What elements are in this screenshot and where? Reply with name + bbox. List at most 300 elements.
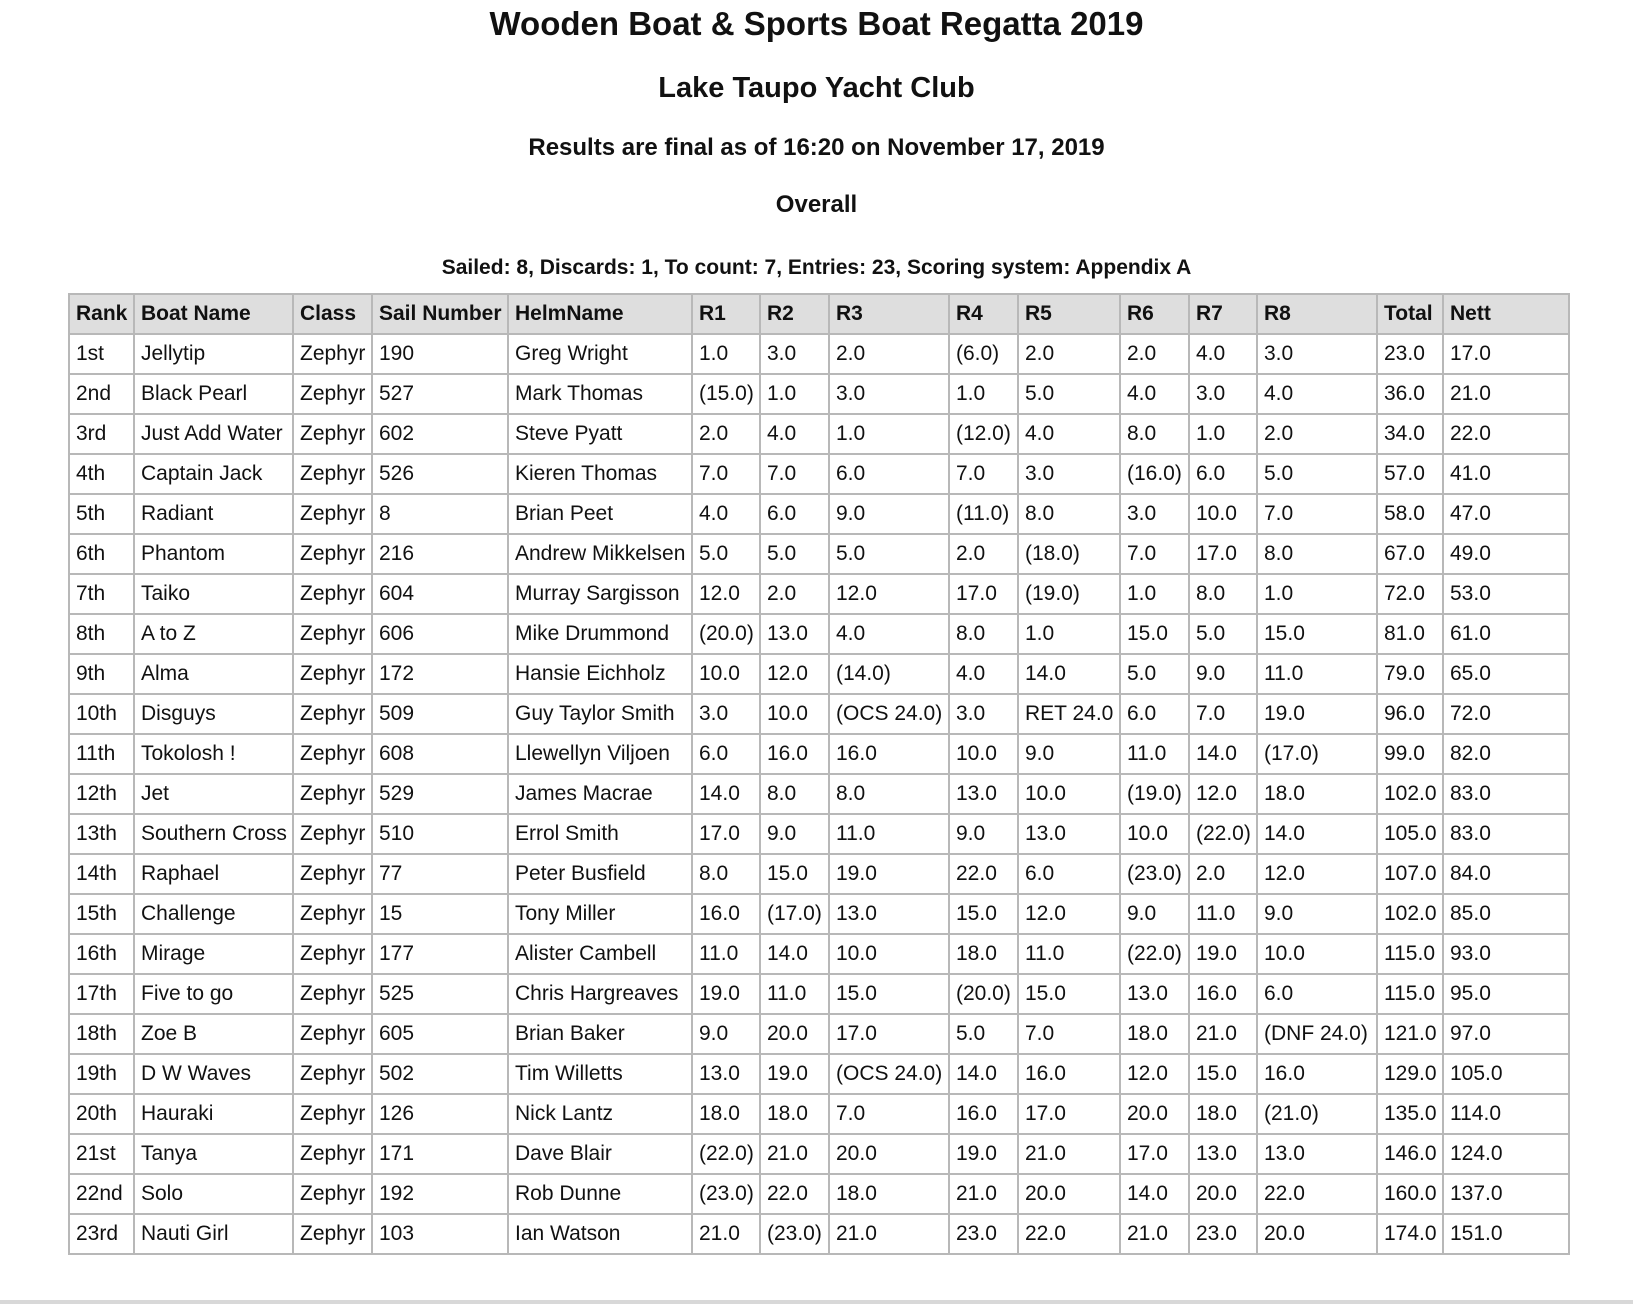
cell-sail-number: 602 <box>372 414 508 454</box>
column-header-r7: R7 <box>1189 294 1257 334</box>
cell-r3: 3.0 <box>829 374 949 414</box>
column-header-r3: R3 <box>829 294 949 334</box>
cell-r8: 10.0 <box>1257 934 1377 974</box>
cell-nett: 93.0 <box>1443 934 1569 974</box>
cell-r1: 17.0 <box>692 814 760 854</box>
cell-r3: (14.0) <box>829 654 949 694</box>
cell-total: 115.0 <box>1377 974 1443 1014</box>
cell-total: 135.0 <box>1377 1094 1443 1134</box>
cell-r7: 12.0 <box>1189 774 1257 814</box>
cell-r1: 4.0 <box>692 494 760 534</box>
cell-class: Zephyr <box>293 1014 372 1054</box>
bottom-divider <box>0 1300 1633 1304</box>
cell-helmname: Ian Watson <box>508 1214 692 1254</box>
table-row <box>69 814 1569 854</box>
cell-r3: 8.0 <box>829 774 949 814</box>
cell-class: Zephyr <box>293 734 372 774</box>
cell-r8: 22.0 <box>1257 1174 1377 1214</box>
cell-rank: 3rd <box>69 414 134 454</box>
table-row <box>69 694 1569 734</box>
table-row <box>69 494 1569 534</box>
cell-r2: 22.0 <box>760 1174 829 1214</box>
cell-sail-number: 126 <box>372 1094 508 1134</box>
cell-r6: 6.0 <box>1120 694 1189 734</box>
table-header <box>69 294 1569 334</box>
cell-rank: 5th <box>69 494 134 534</box>
table-row <box>69 1134 1569 1174</box>
cell-nett: 53.0 <box>1443 574 1569 614</box>
cell-r7: 3.0 <box>1189 374 1257 414</box>
cell-sail-number: 502 <box>372 1054 508 1094</box>
cell-sail-number: 526 <box>372 454 508 494</box>
cell-sail-number: 510 <box>372 814 508 854</box>
cell-r8: (DNF 24.0) <box>1257 1014 1377 1054</box>
cell-boat-name: Phantom <box>134 534 293 574</box>
cell-r4: 1.0 <box>949 374 1018 414</box>
cell-r5: 4.0 <box>1018 414 1120 454</box>
cell-boat-name: Raphael <box>134 854 293 894</box>
column-header-helmname: HelmName <box>508 294 692 334</box>
cell-r1: 16.0 <box>692 894 760 934</box>
cell-total: 96.0 <box>1377 694 1443 734</box>
cell-r8: (21.0) <box>1257 1094 1377 1134</box>
cell-r4: (11.0) <box>949 494 1018 534</box>
cell-boat-name: Just Add Water <box>134 414 293 454</box>
results-status: Results are final as of 16:20 on November 17, 2019 <box>528 134 1105 161</box>
cell-nett: 17.0 <box>1443 334 1569 374</box>
cell-r2: 8.0 <box>760 774 829 814</box>
cell-r2: 11.0 <box>760 974 829 1014</box>
cell-r3: 17.0 <box>829 1014 949 1054</box>
cell-r5: (19.0) <box>1018 574 1120 614</box>
cell-r4: 9.0 <box>949 814 1018 854</box>
cell-r3: 18.0 <box>829 1174 949 1214</box>
cell-r3: 13.0 <box>829 894 949 934</box>
cell-helmname: Kieren Thomas <box>508 454 692 494</box>
cell-r2: 16.0 <box>760 734 829 774</box>
cell-total: 146.0 <box>1377 1134 1443 1174</box>
cell-r3: 1.0 <box>829 414 949 454</box>
column-header-r1: R1 <box>692 294 760 334</box>
cell-r6: 14.0 <box>1120 1174 1189 1214</box>
cell-helmname: Chris Hargreaves <box>508 974 692 1014</box>
cell-r3: 16.0 <box>829 734 949 774</box>
cell-r8: 12.0 <box>1257 854 1377 894</box>
cell-r4: 16.0 <box>949 1094 1018 1134</box>
cell-total: 58.0 <box>1377 494 1443 534</box>
cell-helmname: Mike Drummond <box>508 614 692 654</box>
cell-r2: 3.0 <box>760 334 829 374</box>
cell-sail-number: 172 <box>372 654 508 694</box>
cell-nett: 22.0 <box>1443 414 1569 454</box>
cell-boat-name: Tokolosh ! <box>134 734 293 774</box>
cell-r4: (12.0) <box>949 414 1018 454</box>
cell-r2: 5.0 <box>760 534 829 574</box>
cell-helmname: Errol Smith <box>508 814 692 854</box>
cell-r1: 18.0 <box>692 1094 760 1134</box>
header-row <box>69 294 1569 334</box>
table-body <box>69 334 1569 1254</box>
cell-sail-number: 529 <box>372 774 508 814</box>
table-row <box>69 734 1569 774</box>
cell-nett: 95.0 <box>1443 974 1569 1014</box>
cell-boat-name: Radiant <box>134 494 293 534</box>
cell-r8: 2.0 <box>1257 414 1377 454</box>
cell-nett: 124.0 <box>1443 1134 1569 1174</box>
cell-r1: 2.0 <box>692 414 760 454</box>
cell-class: Zephyr <box>293 374 372 414</box>
cell-boat-name: Five to go <box>134 974 293 1014</box>
cell-r7: 9.0 <box>1189 654 1257 694</box>
cell-r6: 13.0 <box>1120 974 1189 1014</box>
cell-sail-number: 8 <box>372 494 508 534</box>
cell-helmname: Dave Blair <box>508 1134 692 1174</box>
cell-class: Zephyr <box>293 454 372 494</box>
cell-r2: 21.0 <box>760 1134 829 1174</box>
cell-nett: 85.0 <box>1443 894 1569 934</box>
cell-r8: 1.0 <box>1257 574 1377 614</box>
cell-r6: 18.0 <box>1120 1014 1189 1054</box>
cell-r2: 1.0 <box>760 374 829 414</box>
cell-r6: 12.0 <box>1120 1054 1189 1094</box>
cell-r7: 5.0 <box>1189 614 1257 654</box>
cell-r7: 8.0 <box>1189 574 1257 614</box>
cell-r6: (23.0) <box>1120 854 1189 894</box>
cell-total: 99.0 <box>1377 734 1443 774</box>
cell-r4: 21.0 <box>949 1174 1018 1214</box>
cell-r4: 19.0 <box>949 1134 1018 1174</box>
cell-boat-name: D W Waves <box>134 1054 293 1094</box>
cell-helmname: Brian Peet <box>508 494 692 534</box>
cell-r2: (17.0) <box>760 894 829 934</box>
cell-rank: 6th <box>69 534 134 574</box>
cell-boat-name: Alma <box>134 654 293 694</box>
cell-r5: 3.0 <box>1018 454 1120 494</box>
cell-nett: 83.0 <box>1443 814 1569 854</box>
column-header-r4: R4 <box>949 294 1018 334</box>
cell-rank: 8th <box>69 614 134 654</box>
column-header-sail-number: Sail Number <box>372 294 508 334</box>
page-title: Wooden Boat & Sports Boat Regatta 2019 <box>489 5 1144 42</box>
cell-r7: 20.0 <box>1189 1174 1257 1214</box>
cell-nett: 61.0 <box>1443 614 1569 654</box>
cell-r6: 8.0 <box>1120 414 1189 454</box>
table-row <box>69 1094 1569 1134</box>
table-row <box>69 774 1569 814</box>
cell-r2: 20.0 <box>760 1014 829 1054</box>
cell-sail-number: 527 <box>372 374 508 414</box>
cell-rank: 1st <box>69 334 134 374</box>
table-row <box>69 1214 1569 1254</box>
cell-r5: 5.0 <box>1018 374 1120 414</box>
cell-r7: 18.0 <box>1189 1094 1257 1134</box>
table-row <box>69 534 1569 574</box>
cell-r6: 7.0 <box>1120 534 1189 574</box>
cell-r1: 19.0 <box>692 974 760 1014</box>
cell-r5: 11.0 <box>1018 934 1120 974</box>
cell-rank: 23rd <box>69 1214 134 1254</box>
cell-class: Zephyr <box>293 1094 372 1134</box>
cell-boat-name: Solo <box>134 1174 293 1214</box>
cell-helmname: Guy Taylor Smith <box>508 694 692 734</box>
cell-r3: 5.0 <box>829 534 949 574</box>
cell-helmname: Mark Thomas <box>508 374 692 414</box>
cell-helmname: Andrew Mikkelsen <box>508 534 692 574</box>
cell-r5: 14.0 <box>1018 654 1120 694</box>
cell-r5: 2.0 <box>1018 334 1120 374</box>
cell-helmname: Brian Baker <box>508 1014 692 1054</box>
table-row <box>69 894 1569 934</box>
cell-r2: 12.0 <box>760 654 829 694</box>
cell-helmname: Hansie Eichholz <box>508 654 692 694</box>
cell-total: 81.0 <box>1377 614 1443 654</box>
cell-r2: (23.0) <box>760 1214 829 1254</box>
cell-r7: 14.0 <box>1189 734 1257 774</box>
cell-total: 160.0 <box>1377 1174 1443 1214</box>
cell-nett: 21.0 <box>1443 374 1569 414</box>
cell-nett: 49.0 <box>1443 534 1569 574</box>
cell-r8: 8.0 <box>1257 534 1377 574</box>
cell-r8: 9.0 <box>1257 894 1377 934</box>
cell-r3: 12.0 <box>829 574 949 614</box>
cell-nett: 72.0 <box>1443 694 1569 734</box>
cell-rank: 11th <box>69 734 134 774</box>
cell-class: Zephyr <box>293 934 372 974</box>
cell-r1: 9.0 <box>692 1014 760 1054</box>
cell-boat-name: Jellytip <box>134 334 293 374</box>
cell-r7: 10.0 <box>1189 494 1257 534</box>
cell-total: 34.0 <box>1377 414 1443 454</box>
cell-r3: 9.0 <box>829 494 949 534</box>
cell-r5: 8.0 <box>1018 494 1120 534</box>
cell-r2: 19.0 <box>760 1054 829 1094</box>
cell-class: Zephyr <box>293 654 372 694</box>
column-header-r2: R2 <box>760 294 829 334</box>
cell-r5: 22.0 <box>1018 1214 1120 1254</box>
table-row <box>69 974 1569 1014</box>
cell-nett: 97.0 <box>1443 1014 1569 1054</box>
cell-r3: 20.0 <box>829 1134 949 1174</box>
cell-total: 72.0 <box>1377 574 1443 614</box>
cell-nett: 137.0 <box>1443 1174 1569 1214</box>
cell-total: 174.0 <box>1377 1214 1443 1254</box>
cell-r4: (20.0) <box>949 974 1018 1014</box>
cell-helmname: Greg Wright <box>508 334 692 374</box>
cell-r7: 2.0 <box>1189 854 1257 894</box>
cell-r6: (22.0) <box>1120 934 1189 974</box>
cell-nett: 47.0 <box>1443 494 1569 534</box>
cell-sail-number: 608 <box>372 734 508 774</box>
table-row <box>69 414 1569 454</box>
cell-r6: 10.0 <box>1120 814 1189 854</box>
cell-r2: 4.0 <box>760 414 829 454</box>
cell-rank: 12th <box>69 774 134 814</box>
cell-r8: 14.0 <box>1257 814 1377 854</box>
cell-r2: 2.0 <box>760 574 829 614</box>
table-row <box>69 374 1569 414</box>
cell-r7: 19.0 <box>1189 934 1257 974</box>
cell-r4: 14.0 <box>949 1054 1018 1094</box>
cell-class: Zephyr <box>293 414 372 454</box>
table-row <box>69 1174 1569 1214</box>
cell-boat-name: Hauraki <box>134 1094 293 1134</box>
cell-r1: 10.0 <box>692 654 760 694</box>
cell-r5: (18.0) <box>1018 534 1120 574</box>
cell-helmname: Tim Willetts <box>508 1054 692 1094</box>
cell-total: 102.0 <box>1377 894 1443 934</box>
cell-class: Zephyr <box>293 1174 372 1214</box>
club-name: Lake Taupo Yacht Club <box>658 72 975 104</box>
cell-sail-number: 103 <box>372 1214 508 1254</box>
cell-r5: RET 24.0 <box>1018 694 1120 734</box>
cell-r8: 13.0 <box>1257 1134 1377 1174</box>
cell-r6: 9.0 <box>1120 894 1189 934</box>
cell-r5: 7.0 <box>1018 1014 1120 1054</box>
cell-helmname: Murray Sargisson <box>508 574 692 614</box>
column-header-total: Total <box>1377 294 1443 334</box>
cell-boat-name: Zoe B <box>134 1014 293 1054</box>
cell-rank: 18th <box>69 1014 134 1054</box>
cell-class: Zephyr <box>293 614 372 654</box>
cell-rank: 19th <box>69 1054 134 1094</box>
cell-r4: 4.0 <box>949 654 1018 694</box>
cell-r1: (23.0) <box>692 1174 760 1214</box>
cell-class: Zephyr <box>293 494 372 534</box>
cell-total: 79.0 <box>1377 654 1443 694</box>
cell-r3: 10.0 <box>829 934 949 974</box>
cell-nett: 83.0 <box>1443 774 1569 814</box>
column-header-class: Class <box>293 294 372 334</box>
cell-r5: 17.0 <box>1018 1094 1120 1134</box>
cell-sail-number: 606 <box>372 614 508 654</box>
cell-helmname: James Macrae <box>508 774 692 814</box>
table-row <box>69 614 1569 654</box>
cell-total: 102.0 <box>1377 774 1443 814</box>
cell-r6: 17.0 <box>1120 1134 1189 1174</box>
cell-r4: 7.0 <box>949 454 1018 494</box>
cell-total: 121.0 <box>1377 1014 1443 1054</box>
cell-r1: 21.0 <box>692 1214 760 1254</box>
cell-class: Zephyr <box>293 774 372 814</box>
cell-r1: 12.0 <box>692 574 760 614</box>
table-row <box>69 1054 1569 1094</box>
cell-r1: 13.0 <box>692 1054 760 1094</box>
cell-sail-number: 604 <box>372 574 508 614</box>
cell-rank: 9th <box>69 654 134 694</box>
cell-rank: 16th <box>69 934 134 974</box>
cell-r8: 16.0 <box>1257 1054 1377 1094</box>
cell-r1: (20.0) <box>692 614 760 654</box>
cell-r1: (15.0) <box>692 374 760 414</box>
cell-rank: 14th <box>69 854 134 894</box>
cell-r1: 1.0 <box>692 334 760 374</box>
cell-r8: 5.0 <box>1257 454 1377 494</box>
cell-total: 23.0 <box>1377 334 1443 374</box>
column-header-boat-name: Boat Name <box>134 294 293 334</box>
cell-boat-name: Challenge <box>134 894 293 934</box>
cell-helmname: Llewellyn Viljoen <box>508 734 692 774</box>
cell-r5: 9.0 <box>1018 734 1120 774</box>
cell-total: 107.0 <box>1377 854 1443 894</box>
table-row <box>69 574 1569 614</box>
cell-boat-name: Tanya <box>134 1134 293 1174</box>
column-header-r6: R6 <box>1120 294 1189 334</box>
cell-r8: 6.0 <box>1257 974 1377 1014</box>
cell-r1: 3.0 <box>692 694 760 734</box>
cell-r8: 4.0 <box>1257 374 1377 414</box>
cell-r3: 4.0 <box>829 614 949 654</box>
cell-r3: 19.0 <box>829 854 949 894</box>
cell-r8: 7.0 <box>1257 494 1377 534</box>
cell-r3: 2.0 <box>829 334 949 374</box>
cell-nett: 151.0 <box>1443 1214 1569 1254</box>
cell-r1: 8.0 <box>692 854 760 894</box>
cell-class: Zephyr <box>293 1054 372 1094</box>
cell-r7: 1.0 <box>1189 414 1257 454</box>
cell-r7: 16.0 <box>1189 974 1257 1014</box>
cell-r7: 21.0 <box>1189 1014 1257 1054</box>
cell-r8: 18.0 <box>1257 774 1377 814</box>
cell-r2: 9.0 <box>760 814 829 854</box>
cell-r4: 2.0 <box>949 534 1018 574</box>
cell-class: Zephyr <box>293 534 372 574</box>
cell-r4: 15.0 <box>949 894 1018 934</box>
cell-r5: 12.0 <box>1018 894 1120 934</box>
cell-sail-number: 77 <box>372 854 508 894</box>
cell-sail-number: 216 <box>372 534 508 574</box>
cell-r8: 20.0 <box>1257 1214 1377 1254</box>
cell-r3: 6.0 <box>829 454 949 494</box>
cell-r2: 18.0 <box>760 1094 829 1134</box>
cell-r4: 18.0 <box>949 934 1018 974</box>
cell-rank: 4th <box>69 454 134 494</box>
cell-r5: 13.0 <box>1018 814 1120 854</box>
cell-r1: 7.0 <box>692 454 760 494</box>
cell-nett: 105.0 <box>1443 1054 1569 1094</box>
cell-class: Zephyr <box>293 574 372 614</box>
cell-r6: 21.0 <box>1120 1214 1189 1254</box>
scoring-summary: Sailed: 8, Discards: 1, To count: 7, Entries: 23, Scoring system: Appendix A <box>441 256 1192 279</box>
cell-r6: 11.0 <box>1120 734 1189 774</box>
cell-r6: 15.0 <box>1120 614 1189 654</box>
cell-r6: (19.0) <box>1120 774 1189 814</box>
cell-r2: 10.0 <box>760 694 829 734</box>
cell-r6: 20.0 <box>1120 1094 1189 1134</box>
cell-boat-name: Taiko <box>134 574 293 614</box>
cell-class: Zephyr <box>293 334 372 374</box>
cell-class: Zephyr <box>293 854 372 894</box>
cell-r4: 23.0 <box>949 1214 1018 1254</box>
cell-r8: (17.0) <box>1257 734 1377 774</box>
cell-r5: 20.0 <box>1018 1174 1120 1214</box>
cell-sail-number: 177 <box>372 934 508 974</box>
cell-rank: 15th <box>69 894 134 934</box>
cell-r3: (OCS 24.0) <box>829 1054 949 1094</box>
cell-r3: 7.0 <box>829 1094 949 1134</box>
table-row <box>69 334 1569 374</box>
cell-helmname: Rob Dunne <box>508 1174 692 1214</box>
cell-r4: 10.0 <box>949 734 1018 774</box>
cell-total: 105.0 <box>1377 814 1443 854</box>
cell-nett: 82.0 <box>1443 734 1569 774</box>
cell-r3: 21.0 <box>829 1214 949 1254</box>
cell-nett: 65.0 <box>1443 654 1569 694</box>
cell-r5: 15.0 <box>1018 974 1120 1014</box>
cell-rank: 7th <box>69 574 134 614</box>
cell-boat-name: Southern Cross <box>134 814 293 854</box>
cell-r1: (22.0) <box>692 1134 760 1174</box>
cell-r7: 23.0 <box>1189 1214 1257 1254</box>
